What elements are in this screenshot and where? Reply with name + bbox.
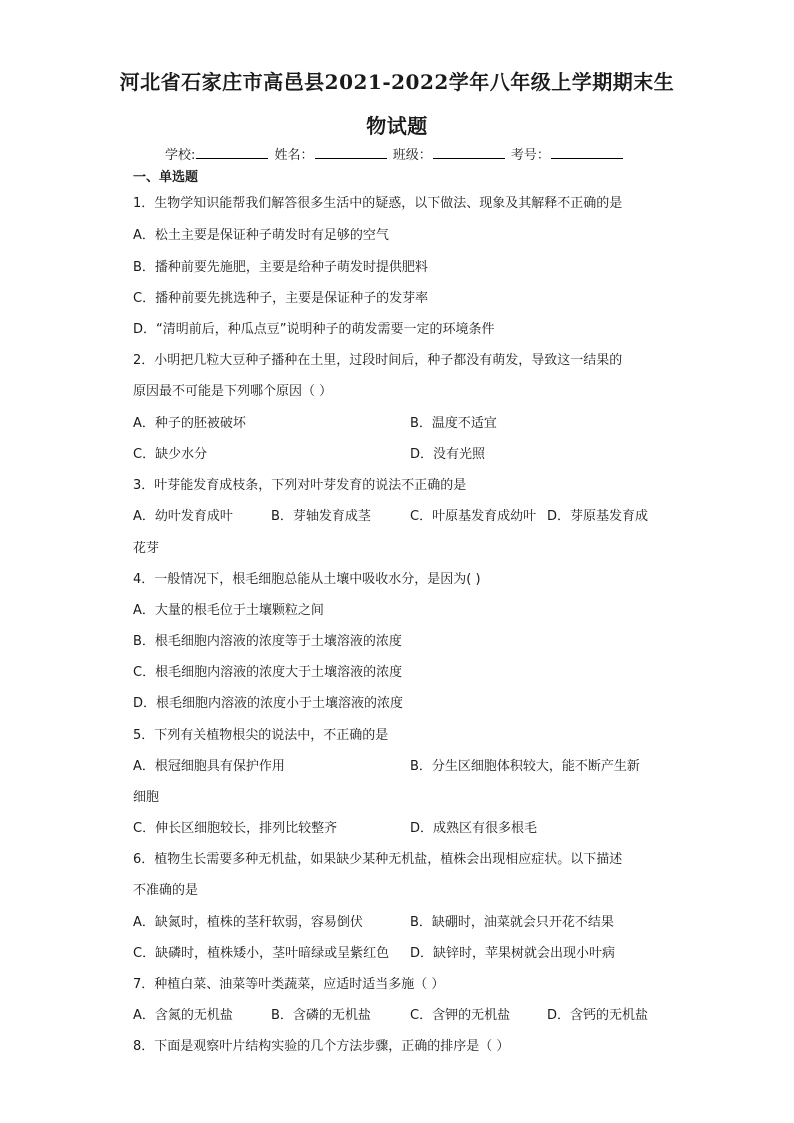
question-4-option-a: A．大量的根毛位于土壤颗粒之间 — [133, 603, 324, 618]
question-5-option-a: A．根冠细胞具有保护作用 — [133, 759, 285, 774]
school-label: 学校: — [165, 148, 196, 163]
question-7-stem: 7．种植白菜、油菜等叶类蔬菜，应适时适当多施（ ） — [133, 977, 445, 992]
question-6-option-a: A．缺氮时，植株的茎秆软弱，容易倒伏 — [133, 915, 363, 930]
question-4-option-d: D．根毛细胞内溶液的浓度小于土壤溶液的浓度 — [133, 696, 404, 711]
question-2-option-d: D．没有光照 — [410, 447, 486, 462]
question-7-option-b: B．含磷的无机盐 — [271, 1008, 371, 1023]
question-5-option-d: D．成熟区有很多根毛 — [410, 821, 538, 836]
question-6-option-b: B．缺硼时，油菜就会只开花不结果 — [410, 915, 614, 930]
question-5-option-b: B．分生区细胞体积较大，能不断产生新 — [410, 759, 640, 774]
question-2-stem: 2．小明把几粒大豆种子播种在土里，过段时间后，种子都没有萌发，导致这一结果的 — [133, 353, 623, 368]
question-1-option-c: C．播种前要先挑选种子，主要是保证种子的发芽率 — [133, 291, 429, 306]
question-7-option-c: C．含钾的无机盐 — [410, 1008, 511, 1023]
question-6-option-d: D．缺锌时，苹果树就会出现小叶病 — [410, 946, 616, 961]
question-4-option-c: C．根毛细胞内溶液的浓度大于土壤溶液的浓度 — [133, 665, 403, 680]
student-info-row — [165, 144, 625, 163]
question-6-stem: 6．植物生长需要多种无机盐，如果缺少某种无机盐，植株会出现相应症状。以下描述 — [133, 852, 623, 867]
question-7-option-a: A．含氮的无机盐 — [133, 1008, 233, 1023]
question-1-stem: 1．生物学知识能帮我们解答很多生活中的疑惑，以下做法、现象及其解释不正确的是 — [133, 196, 623, 211]
question-8-stem: 8．下面是观察叶片结构实验的几个方法步骤，正确的排序是（ ） — [133, 1039, 510, 1054]
name-label: 姓名： — [274, 148, 314, 163]
class-blank — [433, 146, 505, 159]
question-5-option-b-cont: 细胞 — [133, 790, 160, 805]
exam-title-line-1: 河北省石家庄市高邑县2021-2022学年八年级上学期期末生 — [119, 70, 675, 94]
exam-number-label: 考号： — [510, 148, 550, 163]
question-4-stem: 4．一般情况下，根毛细胞总能从土壤中吸收水分，是因为( ) — [133, 572, 481, 587]
question-3-option-d: D．芽原基发育成 — [547, 509, 649, 524]
question-2-option-a: A．种子的胚被破坏 — [133, 416, 246, 431]
question-2-option-b: B．温度不适宜 — [410, 416, 497, 431]
school-blank — [196, 146, 268, 159]
question-6-stem-cont: 不准确的是 — [133, 883, 199, 898]
question-3-option-a: A．幼叶发育成叶 — [133, 509, 233, 524]
question-1-option-b: B．播种前要先施肥，主要是给种子萌发时提供肥料 — [133, 260, 428, 275]
question-3-stem: 3．叶芽能发育成枝条，下列对叶芽发育的说法不正确的是 — [133, 478, 467, 493]
exam-number-blank — [551, 146, 623, 159]
question-7-option-d: D．含钙的无机盐 — [547, 1008, 649, 1023]
class-label: 班级： — [392, 148, 432, 163]
section-heading: 一、单选题 — [133, 170, 199, 185]
question-1-option-a: A．松土主要是保证种子萌发时有足够的空气 — [133, 228, 389, 243]
question-1-option-d: D．“清明前后，种瓜点豆”说明种子的萌发需要一定的环境条件 — [133, 322, 495, 337]
name-blank — [315, 146, 387, 159]
question-5-stem: 5．下列有关植物根尖的说法中，不正确的是 — [133, 728, 389, 743]
question-3-option-d-cont: 花芽 — [133, 541, 160, 556]
question-6-option-c: C．缺磷时，植株矮小，茎叶暗绿或呈紫红色 — [133, 946, 390, 961]
question-4-option-b: B．根毛细胞内溶液的浓度等于土壤溶液的浓度 — [133, 634, 402, 649]
question-3-option-b: B．芽轴发育成茎 — [271, 509, 371, 524]
question-2-stem-cont: 原因最不可能是下列哪个原因（ ） — [133, 384, 333, 399]
question-2-option-c: C．缺少水分 — [133, 447, 208, 462]
question-5-option-c: C．伸长区细胞较长，排列比较整齐 — [133, 821, 338, 836]
question-3-option-c: C．叶原基发育成幼叶 — [410, 509, 537, 524]
exam-title-line-2: 物试题 — [366, 114, 428, 138]
